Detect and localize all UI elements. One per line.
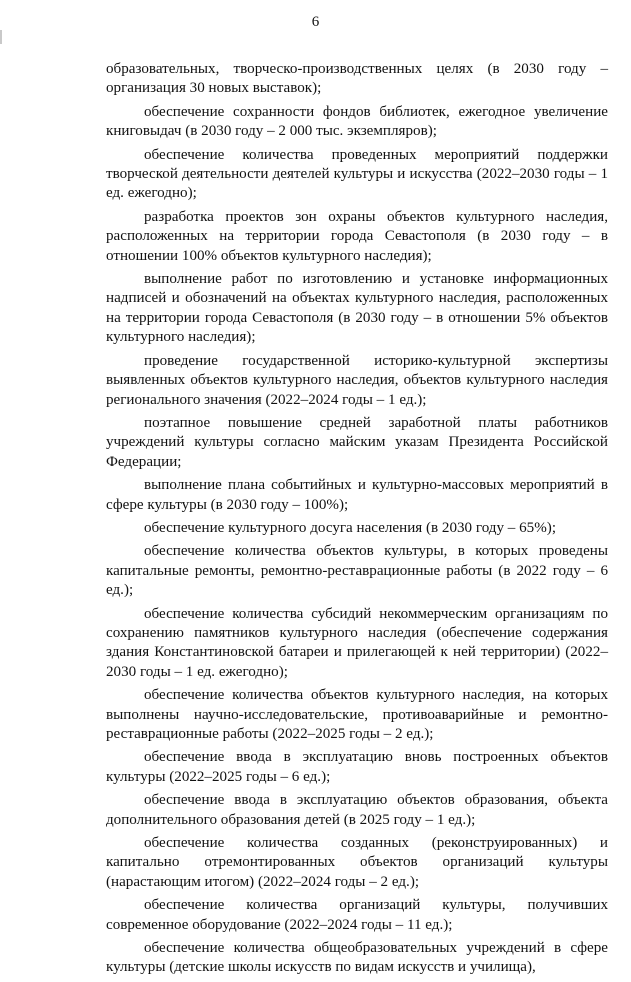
paragraph-library-funds: обеспечение сохранности фондов библиотек, ежегодное увеличение книговыдач (в 2030 году – 2 000 тыс. экземпляров); <box>106 103 608 140</box>
paragraph-events-plan: выполнение плана событийных и культурно-массовых мероприятий в сфере культуры (в 2030 году – 100%); <box>106 477 608 513</box>
paragraph-restoration-works: обеспечение количества объектов культурного наследия, на которых выполнены научно-исследовательские, противоаварийные и ремонтно-реставрационные работы (2022–2025 годы – 2 ед.); <box>106 687 608 742</box>
document-body <box>106 60 608 982</box>
paragraph-creative-support-events: обеспечение количества проведенных мероприятий поддержки творческой деятельности деятелей культуры и искусства (2022–2030 годы – 1 ед. ежегодно); <box>106 146 608 202</box>
paragraph-salary-increase: поэтапное повышение средней заработной платы работников учреждений культуры согласно майским указам Президента Российской Федерации; <box>106 414 608 470</box>
paragraph-new-culture-objects: обеспечение ввода в эксплуатацию вновь построенных объектов культуры (2022–2025 годы – 6 ед.); <box>106 749 608 785</box>
paragraph-continuation: образовательных, творческо-производственных целях (в 2030 году – организация 30 новых выставок); <box>106 61 608 97</box>
paragraph-cultural-leisure: обеспечение культурного досуга населения (в 2030 году – 65%); <box>144 519 557 536</box>
paragraph-capital-repairs: обеспечение количества объектов культуры, в которых проведены капитальные ремонты, ремонтно-реставрационные работы (в 2022 году – 6 ед.); <box>106 543 608 599</box>
paragraph-modern-equipment: обеспечение количества организаций культуры, получивших современное оборудование (2022–2024 годы – 11 ед.); <box>106 897 608 933</box>
paragraph-historical-expertise: проведение государственной историко-культурной экспертизы выявленных объектов культурного наследия, объектов культурного наследия регионального значения (2022–2024 годы – 1 ед.); <box>106 352 608 408</box>
paragraph-schools-of-arts: обеспечение количества общеобразовательных учреждений в сфере культуры (детские школы искусств по видам искусств и училища), <box>106 940 608 976</box>
paragraph-information-signs: выполнение работ по изготовлению и установке информационных надписей и обозначений на объектах культурного наследия, расположенных на территории города Севастополя (в 2030 году – в отношении 5% объектов культурного наследия); <box>106 271 608 346</box>
paragraph-education-objects: обеспечение ввода в эксплуатацию объектов образования, объекта дополнительного образования детей (в 2025 году – 1 ед.); <box>106 792 608 828</box>
page-number: 6 <box>311 14 320 30</box>
paragraph-reconstructed-objects: обеспечение количества созданных (реконструированных) и капитально отремонтированных объектов организаций культуры (нарастающим итогом) (2022–2024 годы – 2 ед.); <box>106 835 608 890</box>
paragraph-protection-zones: разработка проектов зон охраны объектов культурного наследия, расположенных на территории города Севастополя (в 2030 году – в отношении 100% объектов культурного наследия); <box>106 208 608 264</box>
paragraph-nonprofit-subsidies: обеспечение количества субсидий некоммерческим организациям по сохранению памятников культурного наследия (обеспечение содержания здания Константиновской батареи и прилегающей к ней территории) (2022–2030 годы – 1 ед. ежегодно); <box>106 605 608 680</box>
scan-margin-mark <box>0 30 2 44</box>
